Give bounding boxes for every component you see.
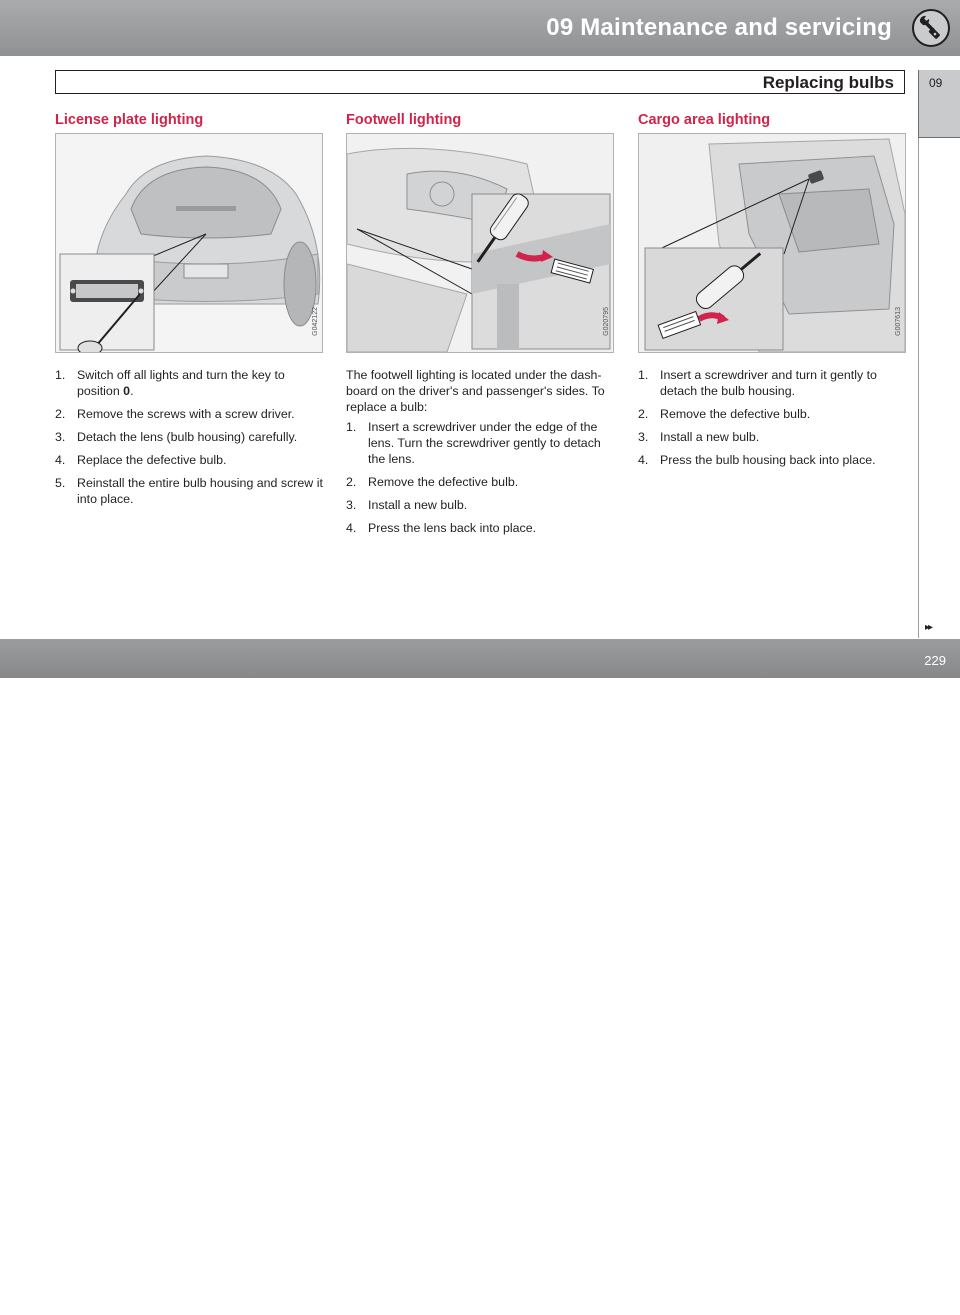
figure-license-plate <box>55 133 323 353</box>
license-plate-illustration <box>56 134 322 352</box>
cargo-illustration <box>639 134 905 352</box>
step-text: Remove the defective bulb. <box>368 475 519 489</box>
column-license-plate <box>55 112 323 514</box>
step-number: 4. <box>55 453 66 467</box>
steps-cargo <box>638 367 906 468</box>
chapter-tab <box>918 70 960 138</box>
step-number: 2. <box>346 475 357 489</box>
step-item <box>55 406 323 422</box>
step-number: 3. <box>346 498 357 512</box>
heading-footwell: Footwell lighting <box>346 112 462 128</box>
figure-code: G042122 <box>312 307 319 336</box>
heading-cargo: Cargo area lighting <box>638 112 771 128</box>
step-text: Install a new bulb. <box>660 430 760 444</box>
step-item <box>346 419 614 467</box>
step-text: Insert a screwdriver under the edge of the lens. Turn the screwdriver gently to detach the lens. <box>368 420 601 466</box>
step-number: 2. <box>638 407 649 421</box>
step-item <box>638 429 906 445</box>
step-text: Insert a screwdriver and turn it gently to detach the bulb housing. <box>660 368 877 398</box>
step-item <box>55 452 323 468</box>
step-number: 5. <box>55 476 66 490</box>
side-divider <box>918 138 919 638</box>
step-item <box>346 497 614 513</box>
watermark: carmanualsonline.info <box>560 1294 762 1314</box>
step-number: 4. <box>638 453 649 467</box>
step-text: Remove the screws with a screw driver. <box>77 407 295 421</box>
figure-code: G007613 <box>895 307 902 336</box>
step-text: Switch off all lights and turn the key to position <box>77 368 285 398</box>
step-text: Reinstall the entire bulb housing and screw it into place. <box>77 476 323 506</box>
step-bold: 0 <box>123 384 131 398</box>
step-item <box>638 367 906 399</box>
text-footwell <box>346 367 614 536</box>
step-number: 1. <box>638 368 649 382</box>
step-number: 3. <box>55 430 66 444</box>
step-text: Install a new bulb. <box>368 498 468 512</box>
step-item <box>638 452 906 468</box>
step-tail: . <box>130 384 134 398</box>
step-number: 2. <box>55 407 66 421</box>
chapter-title: 09 Maintenance and servicing <box>546 14 892 41</box>
step-text: Remove the defective bulb. <box>660 407 811 421</box>
step-text: Detach the lens (bulb housing) carefully. <box>77 430 298 444</box>
step-item <box>55 367 323 399</box>
text-license-plate <box>55 367 323 507</box>
step-text: Press the lens back into place. <box>368 521 537 535</box>
column-cargo <box>638 112 906 475</box>
text-cargo <box>638 367 906 468</box>
step-item <box>346 474 614 490</box>
column-footwell <box>346 112 614 543</box>
figure-cargo <box>638 133 906 353</box>
steps-license-plate <box>55 367 323 507</box>
step-item <box>55 429 323 445</box>
section-header <box>55 70 905 94</box>
figure-code: G020795 <box>603 307 610 336</box>
step-number: 1. <box>346 420 357 434</box>
intro-footwell: The footwell lighting is located under the dash-board on the driver's and passenger's sides. To replace a bulb: <box>346 368 605 414</box>
figure-footwell <box>346 133 614 353</box>
chapter-tab-label: 09 <box>929 76 943 90</box>
step-number: 4. <box>346 521 357 535</box>
footwell-illustration <box>347 134 613 352</box>
step-item <box>346 520 614 536</box>
section-title: Replacing bulbs <box>762 73 894 92</box>
next-page-arrows: ▸▸ <box>925 622 932 633</box>
step-item <box>638 406 906 422</box>
step-number: 1. <box>55 368 66 382</box>
wrench-icon <box>911 8 951 48</box>
step-text: Replace the defective bulb. <box>77 453 227 467</box>
header-bar <box>0 0 960 56</box>
step-text: Press the bulb housing back into place. <box>660 453 876 467</box>
steps-footwell <box>346 419 614 536</box>
step-item <box>55 475 323 507</box>
footer-bar <box>0 639 960 1314</box>
page-number: 229 <box>924 653 946 668</box>
step-number: 3. <box>638 430 649 444</box>
heading-license-plate: License plate lighting <box>55 112 204 128</box>
